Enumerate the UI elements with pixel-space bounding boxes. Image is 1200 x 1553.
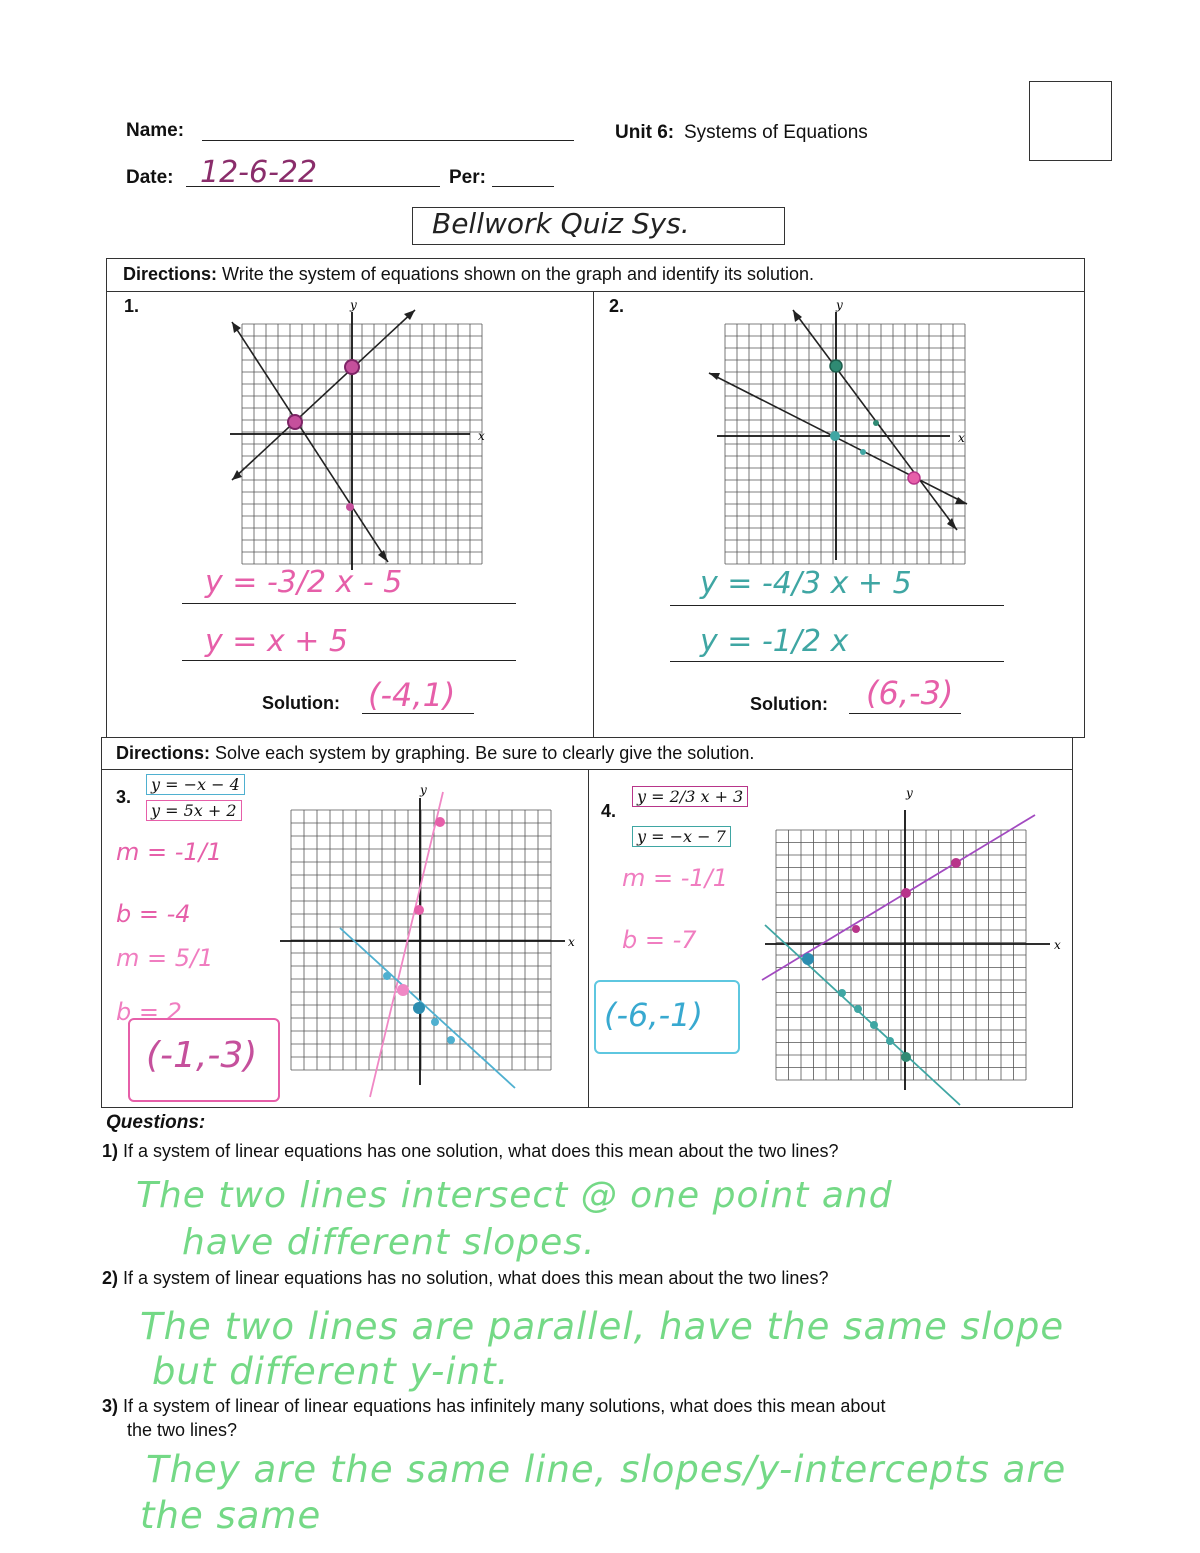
quiz-title: Bellwork Quiz Sys. xyxy=(432,207,690,240)
graph3-y-label: y xyxy=(420,783,427,797)
graph1-grid xyxy=(230,312,482,570)
p1-eq2: y = x + 5 xyxy=(205,624,349,659)
graph4-teal-point-5 xyxy=(901,1052,911,1062)
graph2-point-origin xyxy=(830,431,840,441)
graph3-line-pink xyxy=(370,792,443,1097)
problem3-number: 3. xyxy=(116,787,132,807)
q2-answer-line2: but different y-int. xyxy=(152,1350,510,1393)
graph2-point-yint xyxy=(830,360,842,372)
question-1 xyxy=(102,1141,838,1162)
p2-eq2: y = -1/2 x xyxy=(700,624,849,659)
section2-divider-v xyxy=(588,769,589,1107)
graph2-point-b xyxy=(860,449,866,455)
unit-label: Unit 6: xyxy=(615,122,675,143)
graph3-x-label: x xyxy=(568,935,575,949)
graph-1 xyxy=(220,298,485,560)
p2-solution-line[interactable] xyxy=(849,713,961,714)
graph3-pink-point-1 xyxy=(435,817,445,827)
p4-eq1: y = 2/3 x + 3 xyxy=(632,786,748,807)
q1-number: 1) xyxy=(102,1141,119,1161)
period-field-line[interactable] xyxy=(492,186,554,187)
graph1-point-yint2 xyxy=(346,503,354,511)
p4-solution: (-6,-1) xyxy=(604,996,703,1034)
graph4-teal-point-2 xyxy=(854,1005,862,1013)
p1-solution-label: Solution: xyxy=(262,693,340,713)
graph4-x-label: x xyxy=(1054,938,1061,952)
graph3-teal-point-a xyxy=(383,972,391,980)
graph4-teal-point-3 xyxy=(870,1021,878,1029)
graph2-point-solution xyxy=(908,472,920,484)
p3-eq2: y = 5x + 2 xyxy=(146,800,242,821)
problem4-number: 4. xyxy=(601,801,617,821)
graph3-teal-point-c xyxy=(447,1036,455,1044)
questions-title: Questions: xyxy=(106,1112,206,1133)
p1-eq1-line[interactable] xyxy=(182,603,516,604)
p1-eq2-line[interactable] xyxy=(182,660,516,661)
p3-intercept1: b = -4 xyxy=(116,900,191,928)
p4-intercept1: b = -7 xyxy=(622,926,697,954)
graph3-teal-point-yint xyxy=(413,1002,425,1014)
q1-text: If a system of linear equations has one solution, what does this mean about the two lines? xyxy=(123,1141,839,1161)
question-3-line2: the two lines? xyxy=(127,1420,238,1440)
question-3 xyxy=(102,1396,885,1417)
graph4-line-teal xyxy=(765,925,960,1105)
graph1-y-label: y xyxy=(350,298,357,312)
p3-eq1: y = −x − 4 xyxy=(146,774,245,795)
graph4-teal-point-1 xyxy=(838,989,846,997)
q2-text: If a system of linear equations has no solution, what does this mean about the two lines? xyxy=(123,1268,829,1288)
graph1-point-solution xyxy=(288,415,302,429)
section1-divider-h xyxy=(106,291,1085,292)
graph4-solution-point xyxy=(802,953,814,965)
q3-number: 3) xyxy=(102,1396,119,1416)
graph3-solution-point xyxy=(397,984,409,996)
p3-slope1: m = -1/1 xyxy=(116,838,223,866)
unit-title: Systems of Equations xyxy=(684,122,868,143)
graph4-grid xyxy=(765,810,1050,1090)
graph2-grid xyxy=(717,312,965,564)
q3-answer-line2: the same xyxy=(140,1494,322,1537)
p4-slope1: m = -1/1 xyxy=(622,864,729,892)
graph3-line-teal xyxy=(340,928,515,1088)
graph4-magenta-point-2 xyxy=(901,888,911,898)
p2-eq1-line[interactable] xyxy=(670,605,1004,606)
graph-3 xyxy=(285,783,575,1080)
section1-divider-v xyxy=(593,291,594,737)
graph-4 xyxy=(770,786,1061,1085)
p1-eq1: y = -3/2 x - 5 xyxy=(205,565,403,600)
graph3-grid xyxy=(280,798,565,1085)
question-2 xyxy=(102,1268,828,1289)
p1-solution: (-4,1) xyxy=(368,676,456,714)
directions-text: Write the system of equations shown on the graph and identify its solution. xyxy=(222,264,815,284)
q1-answer-line2: have different slopes. xyxy=(182,1222,596,1263)
q2-answer-line1: The two lines are parallel, have the same slope xyxy=(140,1305,1065,1348)
p3-slope2: m = 5/1 xyxy=(116,944,214,972)
p3-intercept2: b = 2 xyxy=(116,998,182,1026)
name-field-line[interactable] xyxy=(202,140,574,141)
graph3-teal-point-b xyxy=(431,1018,439,1026)
p2-eq1: y = -4/3 x + 5 xyxy=(700,566,912,601)
graph2-y-label: y xyxy=(836,298,843,312)
q2-number: 2) xyxy=(102,1268,119,1288)
p2-solution: (6,-3) xyxy=(866,674,954,712)
q3-text-line1: If a system of linear of linear equations has infinitely many solutions, what does this mean about xyxy=(123,1396,886,1416)
graph-2 xyxy=(705,300,965,560)
p2-solution-label: Solution: xyxy=(750,694,828,714)
graph1-line-positive xyxy=(232,310,415,480)
graph1-arrow-3 xyxy=(232,322,241,333)
directions-label-2: Directions: xyxy=(116,743,211,763)
graph4-magenta-point-3 xyxy=(852,925,860,933)
graph4-y-label: y xyxy=(906,786,913,800)
graph4-magenta-point-1 xyxy=(951,858,961,868)
p2-eq2-line[interactable] xyxy=(670,661,1004,662)
graph1-line-negative xyxy=(232,322,388,562)
p3-solution: (-1,-3) xyxy=(146,1035,258,1076)
date-value: 12-6-22 xyxy=(200,155,318,190)
section1-directions xyxy=(123,264,814,285)
directions-label: Directions: xyxy=(123,264,218,284)
section2-divider-h xyxy=(101,769,1073,770)
problem2-number: 2. xyxy=(609,296,625,316)
graph4-teal-point-4 xyxy=(886,1037,894,1045)
score-box xyxy=(1029,81,1112,161)
directions-text-2: Solve each system by graphing. Be sure to clearly give the solution. xyxy=(215,743,755,763)
section2-directions xyxy=(116,743,754,764)
graph2-arrow-3 xyxy=(709,373,720,380)
graph2-point-a xyxy=(873,420,879,426)
graph2-x-label: x xyxy=(958,431,965,445)
graph3-pink-point-2 xyxy=(414,905,424,915)
period-label: Per: xyxy=(449,167,486,188)
name-label: Name: xyxy=(126,120,185,141)
date-label: Date: xyxy=(126,167,174,188)
p4-eq2: y = −x − 7 xyxy=(632,826,731,847)
graph1-x-label: x xyxy=(478,429,485,443)
q1-answer-line1: The two lines intersect @ one point and xyxy=(136,1175,893,1216)
q3-answer-line1: They are the same line, slopes/y-intercepts are xyxy=(146,1448,1067,1491)
graph1-point-yint xyxy=(345,360,359,374)
problem1-number: 1. xyxy=(124,296,140,316)
